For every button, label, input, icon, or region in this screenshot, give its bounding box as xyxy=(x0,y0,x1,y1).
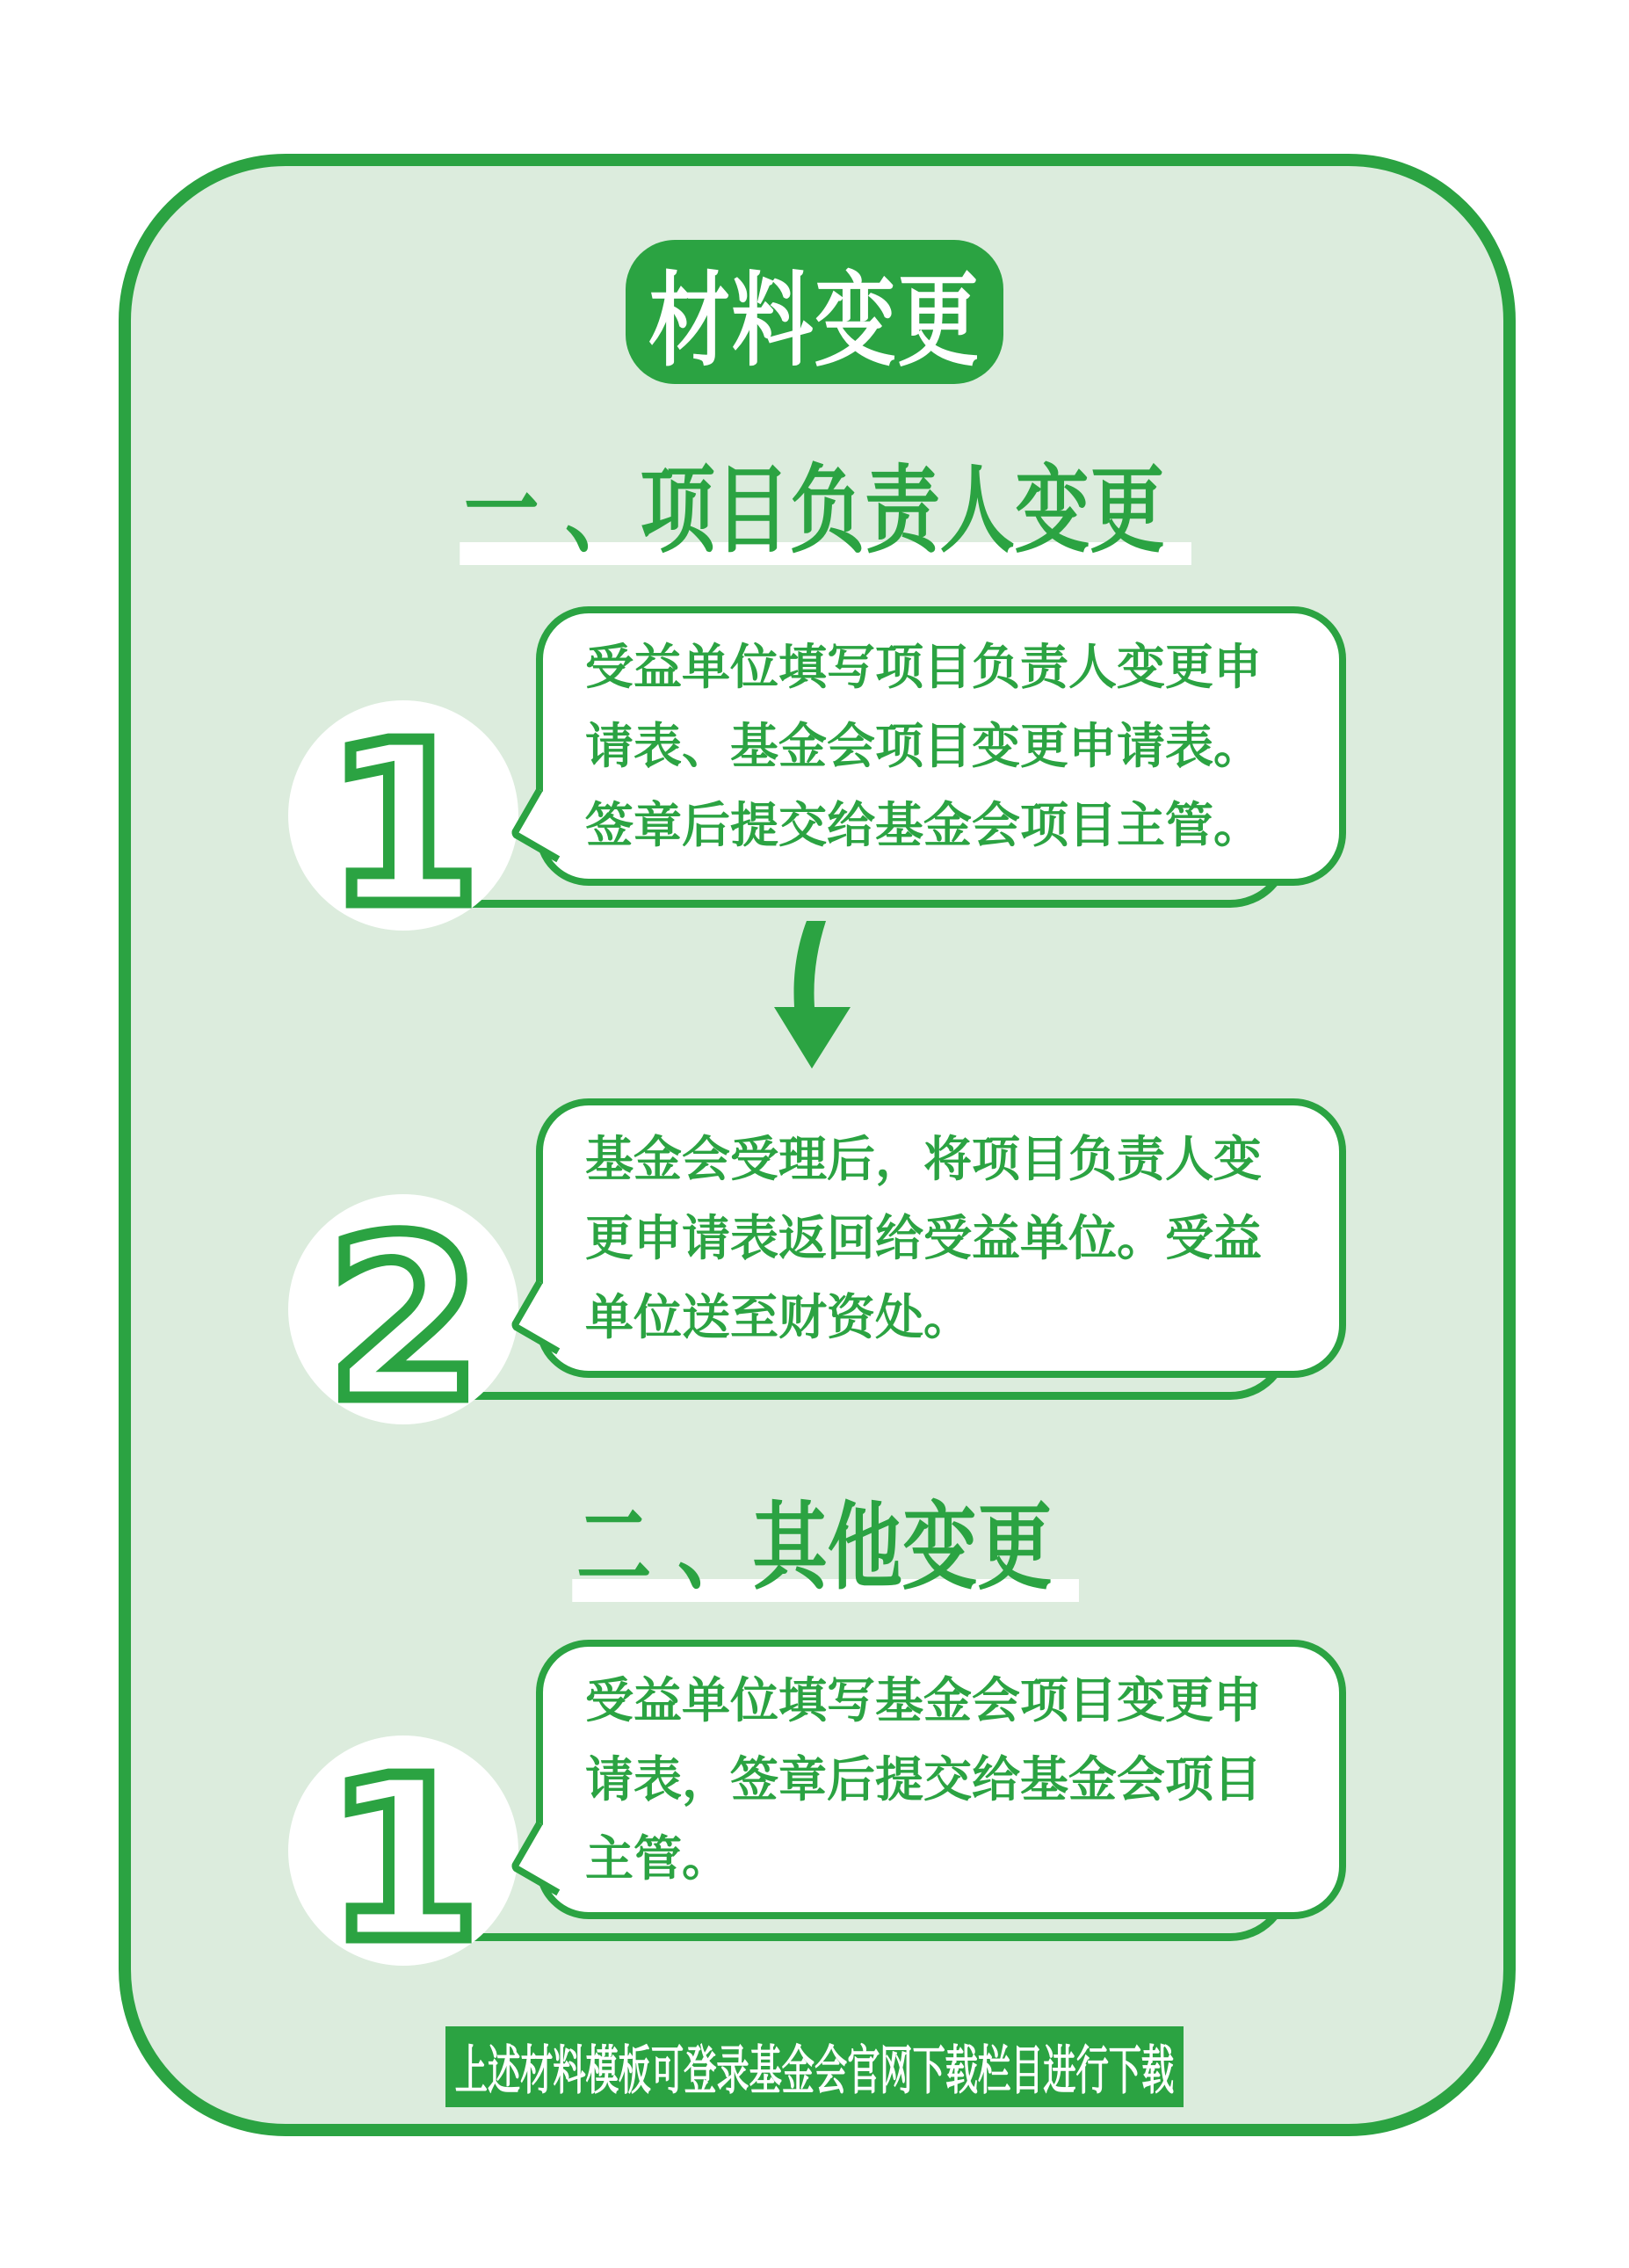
footer-note-bar xyxy=(445,2026,1184,2107)
step-text: 受益单位填写项目负责人变更申请表、基金会项目变更申请表。签章后提交给基金会项目主管。 xyxy=(585,639,1263,853)
step-number-text: 2 xyxy=(326,1190,482,1451)
step-text: 受益单位填写基金会项目变更申请表，签章后提交给基金会项目主管。 xyxy=(585,1672,1263,1887)
section-heading-2-text: 二 、其他变更 xyxy=(576,1493,1053,1603)
step-number-outline xyxy=(272,689,535,956)
step-bubble xyxy=(536,606,1346,886)
section-heading-2 xyxy=(0,1492,1629,1604)
section-heading-1-text: 一 、项目负责人变更 xyxy=(464,456,1165,566)
page-title: 材料变更 xyxy=(648,261,981,380)
footer-note-text: 上述材料模板可登录基金会官网下载栏目进行下载 xyxy=(454,2040,1175,2102)
section-heading-1 xyxy=(0,455,1629,567)
step-number-outline xyxy=(272,1724,535,1991)
step-number-outline xyxy=(272,1184,536,1451)
step-bubble xyxy=(536,1640,1346,1919)
step-number-text: 1 xyxy=(325,1730,481,1991)
step-bubble xyxy=(536,1098,1346,1378)
arrow-down-icon xyxy=(771,921,858,1070)
step-number-text: 1 xyxy=(325,695,481,956)
title-badge xyxy=(626,240,1003,384)
step-text: 基金会受理后，将项目负责人变更申请表返回给受益单位。受益单位送至财资处。 xyxy=(585,1131,1263,1345)
